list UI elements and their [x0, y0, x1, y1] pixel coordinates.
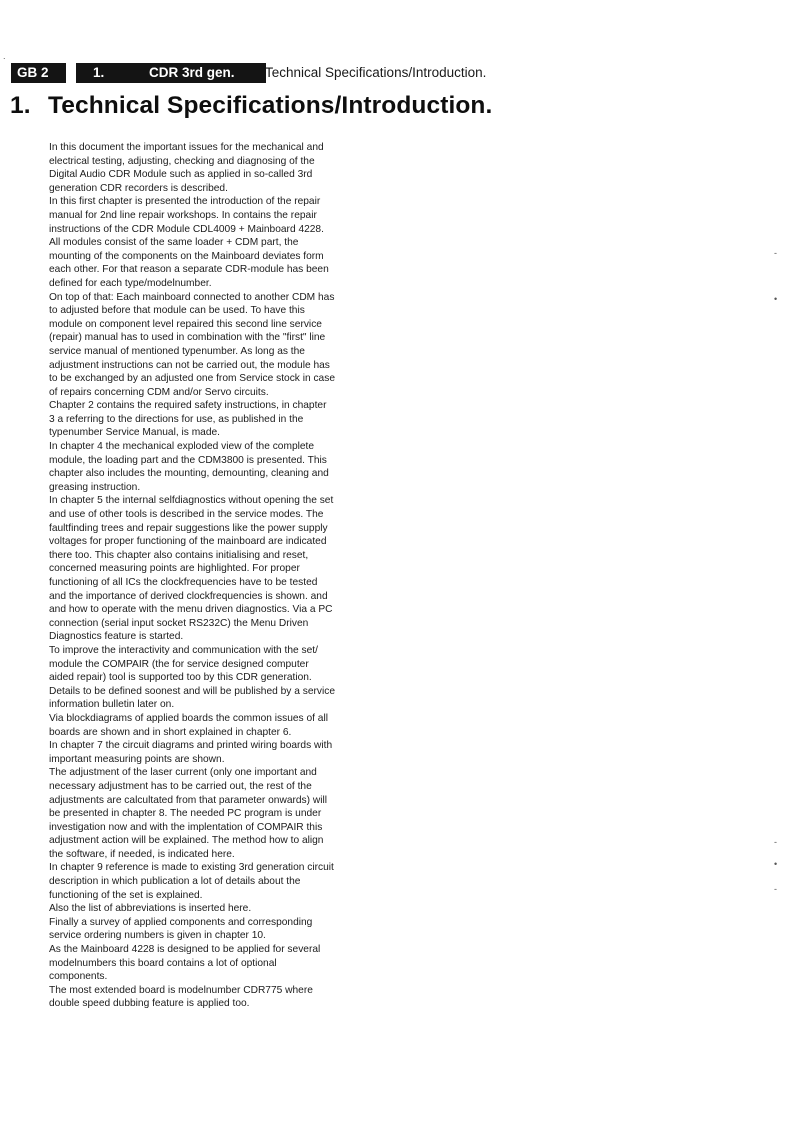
text-line: the software, if needed, is indicated here.: [49, 848, 235, 860]
text-line: necessary adjustment has to be carried out, the rest of the: [49, 780, 312, 792]
text-line: information bulletin later on.: [49, 699, 175, 711]
text-line: faultfinding trees and repair suggestions like the power supply: [49, 522, 328, 534]
text-line: connection (serial input socket RS232C) the Menu Driven: [49, 617, 309, 629]
text-line: In this document the important issues for the mechanical and: [49, 142, 324, 153]
text-line: mounting of the components on the Mainboard deviates form: [49, 250, 324, 262]
running-header: [10, 63, 790, 83]
chapter-tag: 1.: [76, 63, 120, 83]
text-line: module, the loading part and the CDM3800 is presented. This: [49, 454, 327, 466]
text-line: In chapter 9 reference is made to existing 3rd generation circuit: [49, 862, 334, 874]
scan-mark: •: [774, 294, 778, 304]
text-line: to adjusted before that module can be used. To have this: [49, 305, 305, 317]
text-line: to be exchanged by an adjusted one from Service stock in case: [49, 373, 335, 385]
text-line: Digital Audio CDR Module such as applied in so-called 3rd: [49, 169, 313, 181]
introduction-text: [49, 141, 359, 1011]
text-line: defined for each type/modelnumber.: [49, 277, 212, 289]
text-line: functioning of the set is explained.: [49, 889, 203, 901]
text-line: adjustment instructions can not be carried out, the module has: [49, 359, 330, 371]
text-line: module the COMPAIR (the for service designed computer: [49, 658, 309, 670]
text-line: module on component level repaired this second line service: [49, 318, 322, 330]
scan-mark: -: [774, 248, 777, 258]
text-line: functioning of all ICs the clockfrequencies have to be tested: [49, 577, 318, 588]
text-line: concerned measuring points are highlighted. For proper: [49, 563, 300, 575]
text-line: description in which publication a lot of details about the: [49, 876, 301, 888]
text-line: The most extended board is modelnumber CDR775 where: [49, 984, 313, 996]
text-line: Diagnostics feature is started.: [49, 631, 184, 643]
text-line: Finally a survey of applied components and corresponding: [49, 916, 313, 928]
text-line: Via blockdiagrams of applied boards the common issues of all: [49, 712, 328, 724]
text-line: As the Mainboard 4228 is designed to be applied for several: [49, 944, 321, 956]
text-line: instructions of the CDR Module CDL4009 + Mainboard 4228.: [49, 223, 324, 235]
text-line: greasing instruction.: [49, 481, 141, 493]
text-line: and the importance of derived clockfrequencies is shown. and: [49, 590, 328, 602]
text-line: service ordering numbers is given in chapter 10.: [49, 930, 266, 942]
text-line: generation CDR recorders is described.: [49, 182, 228, 194]
text-line: and how to operate with the menu driven diagnostics. Via a PC: [49, 604, 333, 616]
text-line: Also the list of abbreviations is inserted here.: [49, 903, 252, 915]
text-line: In this first chapter is presented the introduction of the repair: [49, 196, 321, 208]
text-line: each other. For that reason a separate CDR-module has been: [49, 264, 329, 276]
text-line: In chapter 5 the internal selfdiagnostics without opening the set: [49, 495, 334, 507]
text-line: chapter also includes the mounting, demounting, cleaning and: [49, 468, 329, 480]
text-line: All modules consist of the same loader + CDM part, the: [49, 237, 299, 249]
text-line: electrical testing, adjusting, checking and diagnosing of the: [49, 155, 315, 167]
text-line: Chapter 2 contains the required safety instructions, in chapter: [49, 400, 327, 412]
scan-mark: .: [3, 51, 6, 61]
text-line: 3 a referring to the directions for use, as published in the: [49, 413, 304, 425]
text-line: service manual of mentioned typenumber. As long as the: [49, 345, 305, 357]
text-line: be presented in chapter 8. The needed PC program is under: [49, 808, 322, 820]
text-line: manual for 2nd line repair workshops. In contains the repair: [49, 209, 317, 221]
text-line: adjustment action will be explained. The method how to align: [49, 835, 324, 847]
header-section-title: Technical Specifications/Introduction.: [265, 65, 487, 80]
text-line: and use of other tools is described in the service modes. The: [49, 509, 324, 521]
text-line: To improve the interactivity and communication with the set/: [49, 644, 318, 656]
text-line: In chapter 7 the circuit diagrams and printed wiring boards with: [49, 740, 333, 752]
scan-mark: -: [774, 884, 777, 894]
text-line: there too. This chapter also contains initialising and reset,: [49, 549, 309, 561]
text-line: In chapter 4 the mechanical exploded view of the complete: [49, 441, 315, 453]
text-line: double speed dubbing feature is applied too.: [49, 998, 250, 1010]
text-line: On top of that: Each mainboard connected to another CDM has: [49, 291, 335, 303]
product-tag: CDR 3rd gen.: [120, 63, 266, 83]
text-line: components.: [49, 971, 108, 983]
text-line: aided repair) tool is supported too by this CDR generation.: [49, 672, 312, 684]
language-tag: GB 2: [11, 63, 66, 83]
chapter-title: Technical Specifications/Introduction.: [48, 92, 493, 119]
text-line: modelnumbers this board contains a lot of optional: [49, 957, 277, 969]
text-line: typenumber Service Manual, is made.: [49, 427, 221, 439]
text-line: The adjustment of the laser current (only one important and: [49, 767, 317, 779]
text-line: important measuring points are shown.: [49, 753, 225, 765]
text-line: investigation now and with the implentation of COMPAIR this: [49, 821, 323, 833]
text-line: voltages for proper functioning of the mainboard are indicated: [49, 536, 327, 548]
scan-mark: -: [774, 837, 777, 847]
text-line: boards are shown and in short explained in chapter 6.: [49, 726, 292, 738]
chapter-number: 1.: [10, 92, 31, 119]
text-line: adjustments are calcultated from that parameter onwards) will: [49, 794, 328, 806]
page-title: [10, 92, 492, 120]
text-line: Details to be defined soonest and will be published by a service: [49, 685, 335, 697]
text-line: of repairs concerning CDM and/or Servo circuits.: [49, 386, 269, 398]
text-line: (repair) manual has to used in combination with the "first" line: [49, 332, 326, 344]
scan-mark: •: [774, 859, 778, 869]
